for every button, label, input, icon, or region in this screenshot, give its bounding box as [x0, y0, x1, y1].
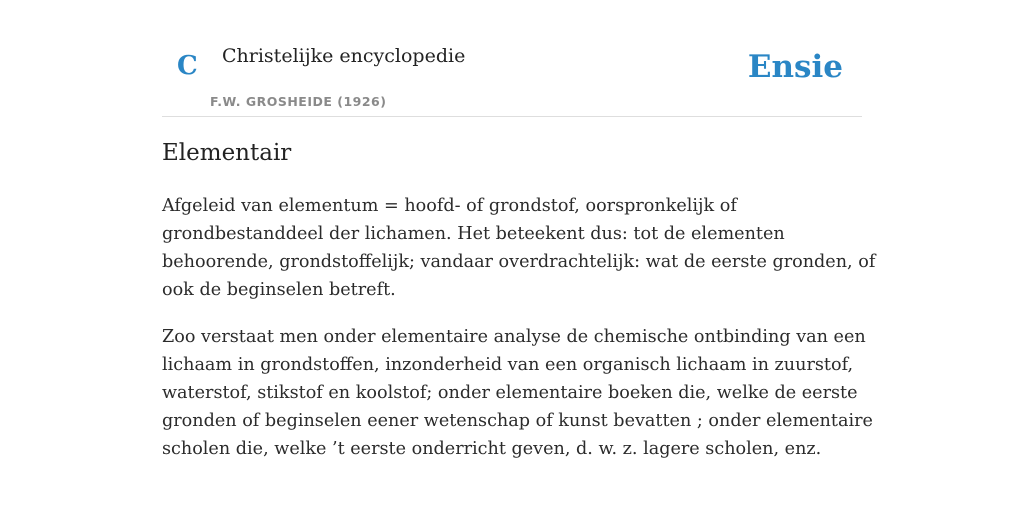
encyclopedia-header — [162, 0, 862, 117]
encyclopedia-author: F.W. GROSHEIDE (1926) — [210, 94, 387, 109]
article-body — [162, 192, 882, 482]
article-paragraph: Afgeleid van elementum = hoofd- of grondstof, oorspronkelijk of grondbestanddeel der lichamen. Het beteekent dus: tot de elementen behoorende, grondstoffelijk; vandaar overdrachtelijk: wat de eerste gronden, of ook de beginselen betreft. — [162, 196, 876, 300]
article-paragraph: Zoo verstaat men onder elementaire analyse de chemische ontbinding van een lichaam in grondstoffen, inzonderheid van een organisch lichaam in zuurstof, waterstof, stikstof en koolstof; onder elementaire boeken die, welke de eerste gronden of beginselen eener wetenschap of kunst bevatten ; onder elementaire scholen die, welke ’t eerste onderricht geven, d. w. z. lagere scholen, enz. — [162, 327, 873, 459]
brand-logo[interactable]: Ensie — [747, 49, 843, 85]
article-title: Elementair — [162, 140, 292, 166]
encyclopedia-logo[interactable]: C — [177, 51, 198, 81]
encyclopedia-title[interactable]: Christelijke encyclopedie — [222, 45, 466, 67]
